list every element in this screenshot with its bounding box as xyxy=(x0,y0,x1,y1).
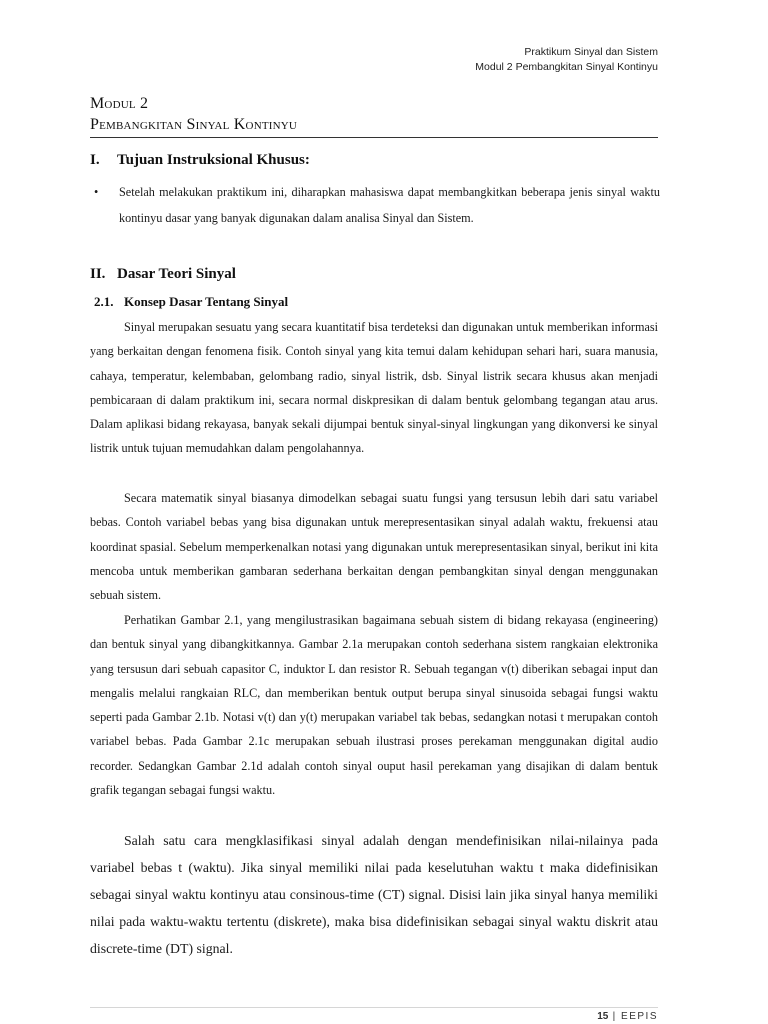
paragraph: Secara matematik sinyal biasanya dimodelkan sebagai suatu fungsi yang tersusun lebih dari satu variabel bebas. Contoh variabel bebas yang bisa digunakan untuk merepresentasikan sinyal adalah waktu, frekuensi atau koordinat spasial. Sebelum memperkenalkan notasi yang digunakan untuk merepresentasikan sinyal, berikut ini kita mencoba untuk memberikan gambaran sederhana berkaitan dengan pembangkitan sinyal dengan menggunakan sebuah sistem. xyxy=(90,491,658,603)
footer-separator: | xyxy=(612,1011,617,1022)
module-title xyxy=(90,93,658,138)
section-number: II. xyxy=(90,266,106,282)
subsection-number: 2.1. xyxy=(94,294,114,309)
page-footer xyxy=(597,1011,658,1022)
header-module: Modul 2 Pembangkitan Sinyal Kontinyu xyxy=(475,61,658,73)
subsection-heading xyxy=(94,294,288,310)
section-title: Tujuan Instruksional Khusus: xyxy=(117,152,310,168)
paragraph: Perhatikan Gambar 2.1, yang mengilustrasikan bagaimana sebuah sistem di bidang rekayasa (engineering) dan bentuk sinyal yang dibangkitkannya. Gambar 2.1a merupakan contoh sederhana sistem rangkaian elektronika yang tersusun dari sebuah capasitor C, induktor L dan resistor R. Sebuah tegangan v(t) diberikan sebagai input dan mengalis melalui rangkaian RLC, dan memberikan bentuk output berupa sinyal sinusoida sebagai fungsi waktu seperti pada Gambar 2.1b. Notasi v(t) dan y(t) merupakan variabel tak bebas, sedangkan notasi t merupakan contoh variabel bebas. Pada Gambar 2.1c merupakan sebuah ilustrasi proses perekaman menggunakan digital audio recorder. Sedangkan Gambar 2.1d adalah contoh sinyal ouput hasil perekaman yang disajikan di dalam bentuk grafik tegangan sebagai fungsi waktu. xyxy=(90,613,658,798)
section-heading-objectives xyxy=(90,152,310,169)
bullet-icon: • xyxy=(94,185,99,199)
paragraph: Sinyal merupakan sesuatu yang secara kuantitatif bisa terdeteksi dan digunakan untuk memberikan informasi yang berkaitan dengan fenomena fisik. Contoh sinyal yang kita temui dalam kehidupan sehari hari, suara manusia, cahaya, temperatur, kelembaban, gelombang radio, sinyal listrik, dsb. Sinyal listrik secara khusus akan menjadi pembicaraan di dalam praktikum ini, secara normal diskpresikan di dalam bentuk gelombang tegangan atau arus. Dalam aplikasi bidang rekayasa, banyak sekali dijumpai bentuk sinyal-sinyal lingkungan yang dikonversi ke sinyal listrik untuk tujuan memudahkan dalam pengolahannya. xyxy=(90,320,658,456)
footer-label: EEPIS xyxy=(621,1011,658,1022)
page-number: 15 xyxy=(597,1011,609,1022)
section-heading-theory xyxy=(90,266,236,283)
section-title: Dasar Teori Sinyal xyxy=(117,266,236,282)
objective-bullet xyxy=(90,179,660,231)
section-number: I. xyxy=(90,152,100,168)
module-number: Modul 2 xyxy=(90,95,149,112)
module-name: Pembangkitan Sinyal Kontinyu xyxy=(90,116,298,133)
header-course: Praktikum Sinyal dan Sistem xyxy=(524,46,658,58)
subsection-title: Konsep Dasar Tentang Sinyal xyxy=(124,294,289,309)
running-header xyxy=(475,45,658,75)
paragraph: Salah satu cara mengklasifikasi sinyal adalah dengan mendefinisikan nilai-nilainya pada variabel bebas t (waktu). Jika sinyal memiliki nilai pada keselutuhan waktu t maka didefinisikan sebagai sinyal waktu kontinyu atau consinous-time (CT) signal. Disisi lain jika sinyal hanya memiliki nilai pada waktu-waktu tertentu (diskrete), maka bisa didefinisikan sebagai sinyal waktu diskrit atau discrete-time (DT) signal. xyxy=(90,833,658,956)
bullet-text: Setelah melakukan praktikum ini, diharapkan mahasiswa dapat membangkitkan beberapa jenis sinyal waktu kontinyu dasar yang banyak digunakan dalam analisa Sinyal dan Sistem. xyxy=(119,185,660,225)
footer-divider xyxy=(90,1007,658,1008)
